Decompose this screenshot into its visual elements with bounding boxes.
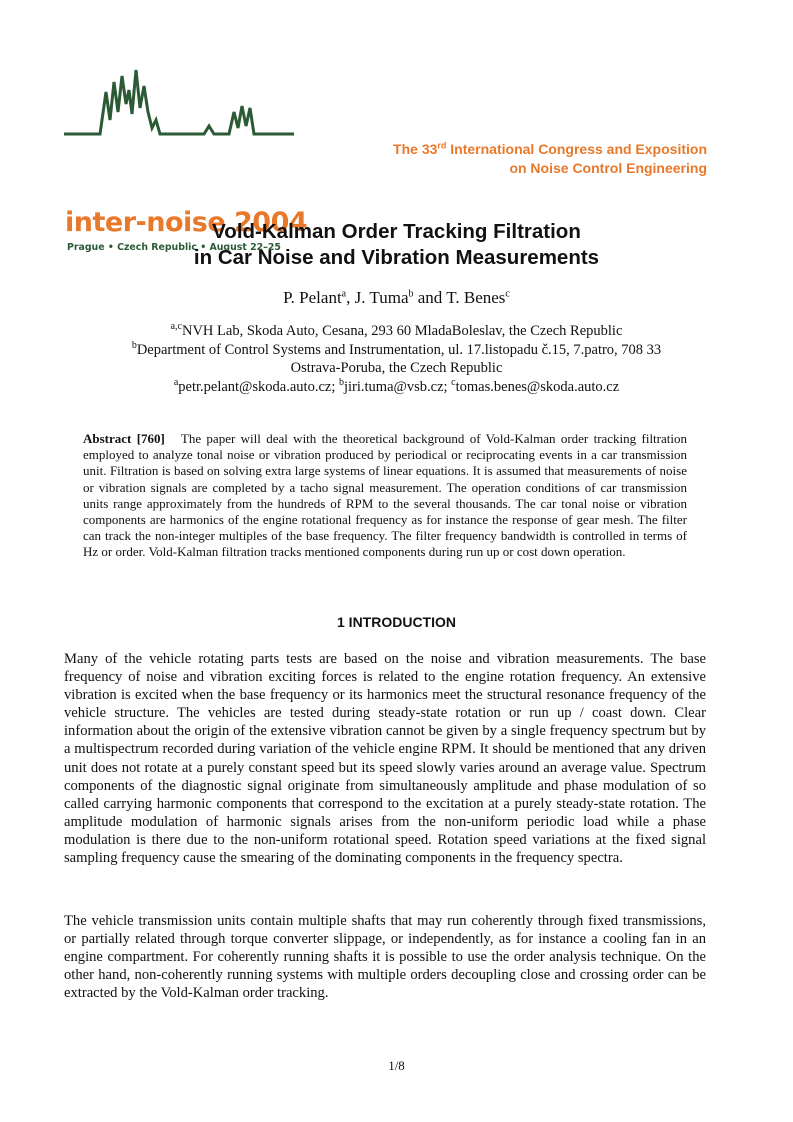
body-paragraph: Many of the vehicle rotating parts tests are based on the noise and vibration measurements. The base frequency of noise and vibration exciting forces is related to the engine rotation frequency. An extensive vibration is excited when the base frequency or its harmonics meet the structural resonance frequency of the vehicle structure. The vehicles are tested during steady-state rotation or run up / coast down. Clear information about the origin of the extensive vibration cannot be given by a single frequency spectrum but by a multispectrum recorded during variation of the vehicle engine RPM. It should be mentioned that any driven unit does not rotate at a purely constant speed but its speed slowly varies around an average value. Spectrum components of the diagnostic signal originate from simultaneously amplitude and phase modulation of so called carrying harmonic components that correspond to the excitation at a purely steady-state rotation. The amplitude modulation of harmonic signals arises from the non-uniform periodic load while a phase modulation is there due to the non-uniform rotational speed. Rotation speed variations at the fixed signal sampling frequency cause the smearing of the dominating components in the frequency spectra. xyxy=(64,651,706,867)
section-heading: 1 INTRODUCTION xyxy=(337,614,456,630)
inter-noise-logo xyxy=(64,68,308,253)
abstract-label: Abstract [760] xyxy=(83,431,165,446)
email-link[interactable]: petr.pelant@skoda.auto.cz; xyxy=(178,378,339,395)
page-number: 1/8 xyxy=(388,1058,405,1073)
title-line-1: Vold-Kalman Order Tracking Filtration xyxy=(212,220,581,243)
abstract xyxy=(83,431,687,561)
body-paragraph: The vehicle transmission units contain multiple shafts that may run coherently through fixed transmissions, or partially related through torque converter slippage, or independently, as for instance a cooling fan in an engine compartment. For coherently running shafts it is possible to use the order analysis technique. On the other hand, non-coherently running systems with multiple orders decoupling close and crossing order can be extracted by the Vold-Kalman order tracking. xyxy=(64,913,706,1002)
author-name: P. Pelant xyxy=(283,288,342,307)
affiliation-ac: $^{a,c}$NVH Lab, Skoda Auto, Cesana, 293 60 MladaBoleslav, the Czech Republic xyxy=(170,321,623,339)
email-link[interactable]: tomas.benes@skoda.auto.cz xyxy=(455,378,620,395)
affiliation-b-cont: Ostrava-Poruba, the Czech Republic xyxy=(290,360,503,376)
email-link[interactable]: jiri.tuma@vsb.cz; xyxy=(343,378,452,395)
congress-line-2: on Noise Control Engineering xyxy=(509,160,707,176)
author-emails: $^a$petr.pelant@skoda.auto.cz; $^b$jiri.tuma@vsb.cz; $^c$tomas.benes@skoda.auto.cz xyxy=(173,376,620,395)
congress-line-1: The 33rd International Congress and Exposition xyxy=(393,140,707,157)
title-line-2: in Car Noise and Vibration Measurements xyxy=(193,246,600,269)
affiliation-b: $^b$Department of Control Systems and Instrumentation, ul. 17.listopadu č.15, 7.patro, 708 33 xyxy=(131,339,662,358)
paper-title xyxy=(0,219,793,271)
author-name: T. Benes xyxy=(446,288,506,307)
logo-wordmark: inter-noise 2004 xyxy=(65,207,308,238)
affiliations xyxy=(0,322,793,396)
congress-header xyxy=(393,140,707,178)
prague-skyline-icon xyxy=(64,68,294,143)
abstract-text: The paper will deal with the theoretical background of Vold-Kalman order tracking filtration employed to analyze tonal noise or vibration produced by periodical or reciprocating events in a car transmission unit. Filtration is based on solving extra large systems of linear equations. It is assumed that measurements of noise or vibration signals are completed by a tacho signal measurement. The operation conditions of car transmission units range approximately from the hundreds of RPM to the several thousands. The car tonal noise or vibration components are harmonics of the engine rotational frequency as for instance the response of gear mesh. The filter can track the non-integer multiples of the base frequency. The filter frequency bandwidth is controlled in terms of Hz or order. Vold-Kalman filtration tracks mentioned components during run up or cost down operation. xyxy=(83,431,687,560)
author-name: J. Tuma xyxy=(354,288,409,307)
author-list: P. Pelant$^a$, J. Tuma$^b$ and T. Benes$^c$ xyxy=(283,288,510,307)
logo-subline: Prague • Czech Republic • August 22–25 xyxy=(67,242,281,253)
